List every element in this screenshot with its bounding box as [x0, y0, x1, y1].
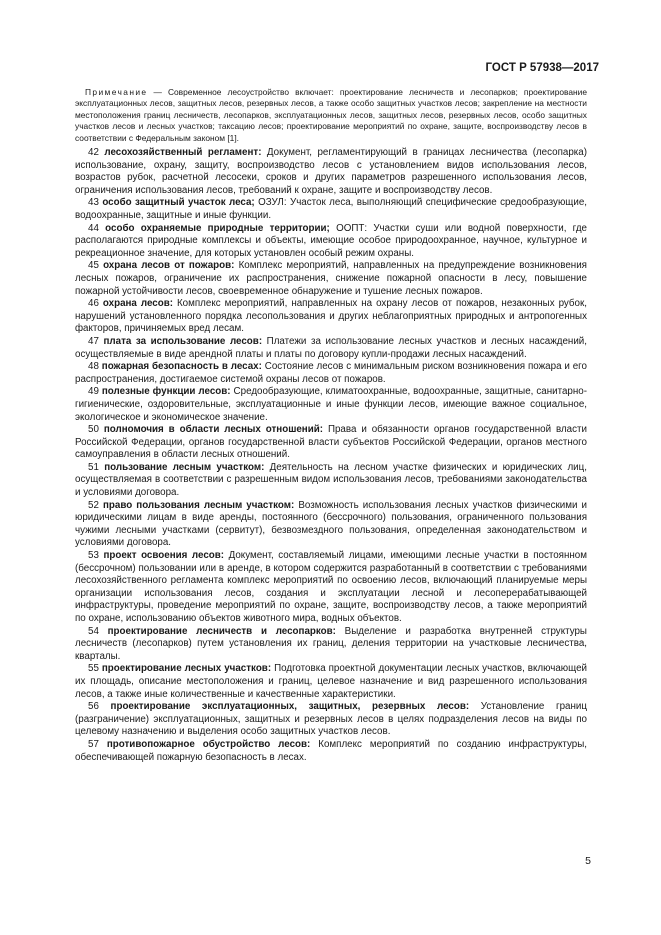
term-definition: Возможность использования лесных участков физическими и юридическими лицам в виде аренды, постоянного (бессрочного) пользования, ограниченного пользования чужими лесными участками (сервитут), безвозмездного пользования, определенная законодательством и условиями договора. [75, 499, 587, 549]
note-paragraph [75, 87, 587, 144]
term-title: охрана лесов от пожаров: [103, 260, 235, 272]
note-text: — Современное лесоустройство включает: проектирование лесничеств и лесопарков; проектирование эксплуатационных лесов, защитных лесов, резервных лесов, а также особо защитных участков лесов; закрепление на местности местоположения границ лесничеств, лесопарков, эксплуатационных лесов, защитных лесов, резервных лесов, особо защитных участков лесов и лесных участков; таксацию лесов; проектирование мероприятий по охране, защите, воспроизводству лесов в соответствии с Федеральным законом [1]. [75, 87, 587, 143]
term-entry [75, 626, 587, 664]
term-title: плата за использование лесов: [103, 335, 263, 347]
term-title: пользование лесным участком: [104, 461, 265, 473]
term-title: полезные функции лесов: [101, 386, 231, 398]
term-definition: Платежи за использование лесных участков и лесных насаждений, осуществляемые в виде арендной платы и платы по договору купли-продажи лесных насаждений. [75, 335, 587, 360]
term-title: пожарная безопасность в лесах: [101, 361, 262, 373]
term-number: 44 [88, 222, 99, 234]
term-definition: ООПТ: Участки суши или водной поверхности, где располагаются природные комплексы и объекты, имеющие особое природоохранное, научное, культурное и рекреационное значение, для которых установлен особый режим охраны. [75, 222, 587, 259]
term-entry [75, 462, 587, 500]
term-definition: Права и обязанности органов государственной власти Российской Федерации, органов государственной власти субъектов Российской Федерации, органов местного самоуправления в области лесных отношений. [75, 424, 587, 461]
term-title: право пользования лесным участком: [102, 499, 295, 511]
term-entry [75, 500, 587, 550]
term-title: лесохозяйственный регламент: [104, 147, 262, 159]
term-number: 45 [88, 260, 99, 272]
term-list [75, 147, 587, 764]
term-number: 56 [88, 701, 99, 713]
term-number: 51 [88, 461, 99, 473]
term-number: 52 [88, 499, 99, 511]
term-title: проектирование эксплуатационных, защитных, резервных лесов: [110, 701, 470, 713]
term-entry [75, 739, 587, 764]
term-title: полномочия в области лесных отношений: [103, 424, 324, 436]
term-definition: Деятельность на лесном участке физических и юридических лиц, осуществляемая в соответствии с разрешенным видом использования лесов, требованиями законодательства и условиями договора. [75, 461, 587, 499]
term-number: 48 [88, 361, 99, 373]
term-entry [75, 386, 587, 424]
term-title: охрана лесов: [102, 298, 173, 310]
term-number: 55 [88, 663, 99, 675]
term-number: 54 [88, 625, 99, 637]
term-title: проект освоения лесов: [103, 550, 225, 562]
term-title: проектирование лесничеств и лесопарков: [107, 625, 336, 637]
term-entry [75, 663, 587, 701]
term-definition: Комплекс мероприятий по созданию инфраструктуры, обеспечивающей пожарную безопасность в лесах. [75, 738, 587, 763]
term-entry [75, 550, 587, 626]
term-number: 49 [88, 386, 99, 398]
term-title: противопожарное обустройство лесов: [106, 738, 311, 750]
term-number: 50 [88, 424, 99, 436]
term-number: 47 [88, 335, 99, 347]
term-number: 53 [88, 550, 99, 562]
term-definition: Выделение и разработка внутренней структуры лесничеств (лесопарков) путем установления их границ, деления территории на участковые лесничества, кварталы. [75, 625, 587, 662]
term-entry [75, 260, 587, 298]
term-definition: ОЗУЛ: Участок леса, выполняющий специфические средообразующие, водоохранные, защитные и иные функции. [75, 197, 588, 221]
page-content [75, 87, 587, 764]
term-title: особо защитный участок леса; [102, 197, 255, 209]
note-label: Примечание [85, 87, 148, 97]
term-definition: Подготовка проектной документации лесных участков, включающей их площадь, описание местоположения и границ, целевое назначение и вид разрешенного использования лесов, а также иные количественные и качественные характеристики. [75, 663, 587, 700]
term-entry [75, 424, 587, 462]
term-entry [75, 336, 587, 361]
term-entry [75, 223, 587, 261]
term-definition: Установление границ (разграничение) эксплуатационных, защитных и резервных лесов в целях подразделения лесов на виды по целевому назначению и выделения особо защитных участков лесов. [75, 701, 587, 738]
term-definition: Состояние лесов с минимальным риском возникновения пожара и его распространения, достигаемое системой охраны лесов от пожаров. [75, 361, 587, 385]
term-definition: Комплекс мероприятий, направленных на охрану лесов от пожаров, незаконных рубок, нарушений установленного порядка лесопользования и других неблагоприятных природных и антропогенных факторов, причиняемых вред лесам. [75, 298, 587, 335]
term-entry [75, 298, 587, 336]
page-number: 5 [585, 855, 591, 867]
term-entry [75, 361, 587, 386]
term-title: проектирование лесных участков: [101, 663, 272, 675]
term-definition: Средообразующие, климатоохранные, водоохранные, защитные, санитарно-гигиенические, оздоровительные, эксплуатационные и иные функции лесов, имеющие важное социальное, экологическое и экономическое значение. [75, 386, 587, 423]
term-title: особо охраняемые природные территории; [105, 222, 330, 234]
term-number: 42 [88, 147, 99, 159]
term-entry [75, 701, 587, 739]
term-number: 43 [88, 197, 99, 209]
term-entry [75, 147, 587, 197]
term-number: 57 [88, 738, 99, 750]
document-id: ГОСТ Р 57938—2017 [485, 62, 599, 74]
term-definition: Документ, составляемый лицами, имеющими лесные участки в постоянном (бессрочном) пользовании или в аренде, в котором содержится разработанный в соответствии с требованиями лесохозяйственного регламента комплекс мероприятий по освоению лесов, включающий планируемые меры организации использования лесов, создания и эксплуатации лесной и лесоперерабатывающей инфраструктуры, проведение мероприятий по охране, защите, воспроизводству лесов, а также мероприятий по охране, использованию объектов животного мира, водных объектов. [75, 550, 587, 624]
term-definition: Комплекс мероприятий, направленных на предупреждение возникновения лесных пожаров, ограничение их распространения, снижение пожарной опасности в лесу, повышение пожарной устойчивости лесов, своевременное обнаружение и тушение лесных пожаров. [75, 260, 587, 297]
term-number: 46 [88, 298, 99, 310]
term-entry [75, 197, 587, 222]
term-definition: Документ, регламентирующий в границах лесничества (лесопарка) использование, охрану, защиту, воспроизводство лесов с установлением видов использования лесов, возрастов рубок, расчетной лесосеки, сроков и других параметров разрешенного использования лесов, ограничения использования лесов, требований к охране, защите и воспроизводству лесов. [75, 147, 587, 196]
